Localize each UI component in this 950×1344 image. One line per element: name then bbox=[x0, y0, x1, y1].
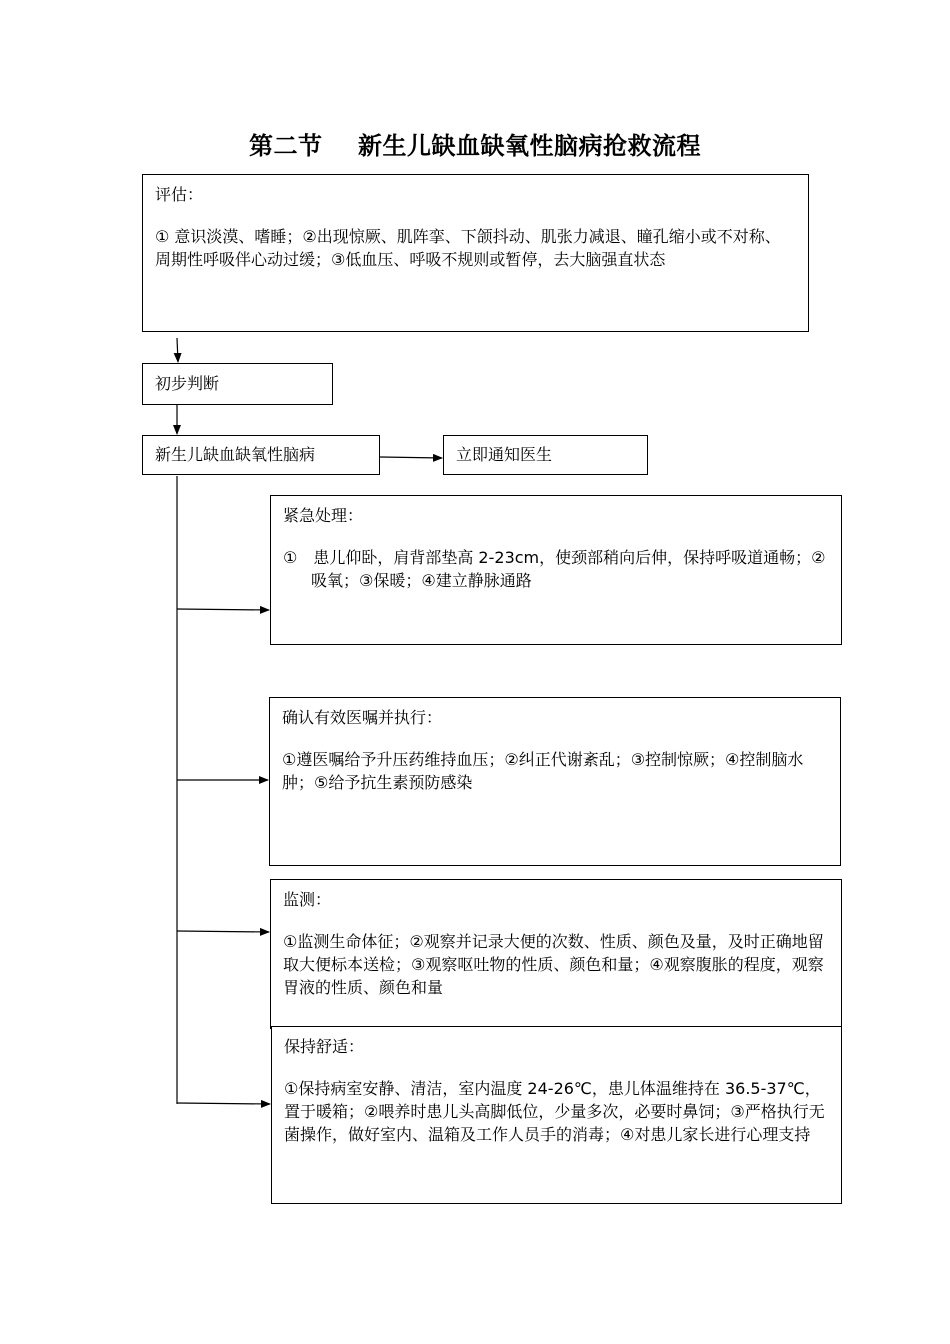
comfort-heading: 保持舒适： bbox=[284, 1037, 365, 1056]
comfort-box bbox=[271, 1026, 842, 1204]
orders-box bbox=[269, 697, 841, 866]
emergency-box bbox=[270, 495, 842, 645]
initial-judgment-label: 初步判断 bbox=[155, 374, 220, 393]
initial-judgment-box bbox=[142, 363, 333, 405]
monitoring-body: ①监测生命体征；②观察并记录大便的次数、性质、颜色及量，及时正确地留取大便标本送检；③观察呕吐物的性质、颜色和量；④观察腹胀的程度，观察胃液的性质、颜色和量 bbox=[283, 932, 824, 997]
notify-doctor-box bbox=[443, 435, 648, 475]
assessment-body: ① 意识淡漠、嗜睡；②出现惊厥、肌阵挛、下颌抖动、肌张力减退、瞳孔缩小或不对称、周期性呼吸伴心动过缓；③低血压、呼吸不规则或暂停，去大脑强直状态 bbox=[155, 227, 781, 269]
emergency-heading: 紧急处理： bbox=[283, 506, 364, 525]
emergency-body: ① 患儿仰卧，肩背部垫高 2-23cm，使颈部稍向后伸，保持呼吸道通畅；②吸氧；③保暖；④建立静脉通路 bbox=[283, 548, 826, 590]
page-title: 第二节 新生儿缺血缺氧性脑病抢救流程 bbox=[249, 132, 701, 160]
diagnosis-label: 新生儿缺血缺氧性脑病 bbox=[155, 445, 316, 464]
arrow-assessment-to-judgment bbox=[177, 338, 178, 362]
orders-heading: 确认有效医嘱并执行： bbox=[282, 708, 443, 727]
assessment-box bbox=[142, 174, 809, 332]
arrow-to-monitoring bbox=[177, 931, 269, 932]
arrow-to-emergency bbox=[177, 609, 269, 610]
arrow-diagnosis-to-notify bbox=[380, 457, 442, 458]
comfort-body: ①保持病室安静、清洁，室内温度 24-26℃，患儿体温维持在 36.5-37℃，置于暖箱；②喂养时患儿头高脚低位，少量多次，必要时鼻饲；③严格执行无菌操作，做好室内、温箱及工作人员手的消毒；④对患儿家长进行心理支持 bbox=[284, 1079, 825, 1144]
monitoring-box bbox=[270, 879, 842, 1029]
assessment-heading: 评估： bbox=[155, 185, 204, 204]
monitoring-heading: 监测： bbox=[283, 890, 332, 909]
orders-body: ①遵医嘱给予升压药维持血压；②纠正代谢紊乱；③控制惊厥；④控制脑水肿；⑤给予抗生素预防感染 bbox=[282, 750, 804, 792]
arrow-to-comfort bbox=[177, 1103, 270, 1104]
diagnosis-box bbox=[142, 435, 380, 475]
notify-doctor-label: 立即通知医生 bbox=[456, 445, 553, 464]
